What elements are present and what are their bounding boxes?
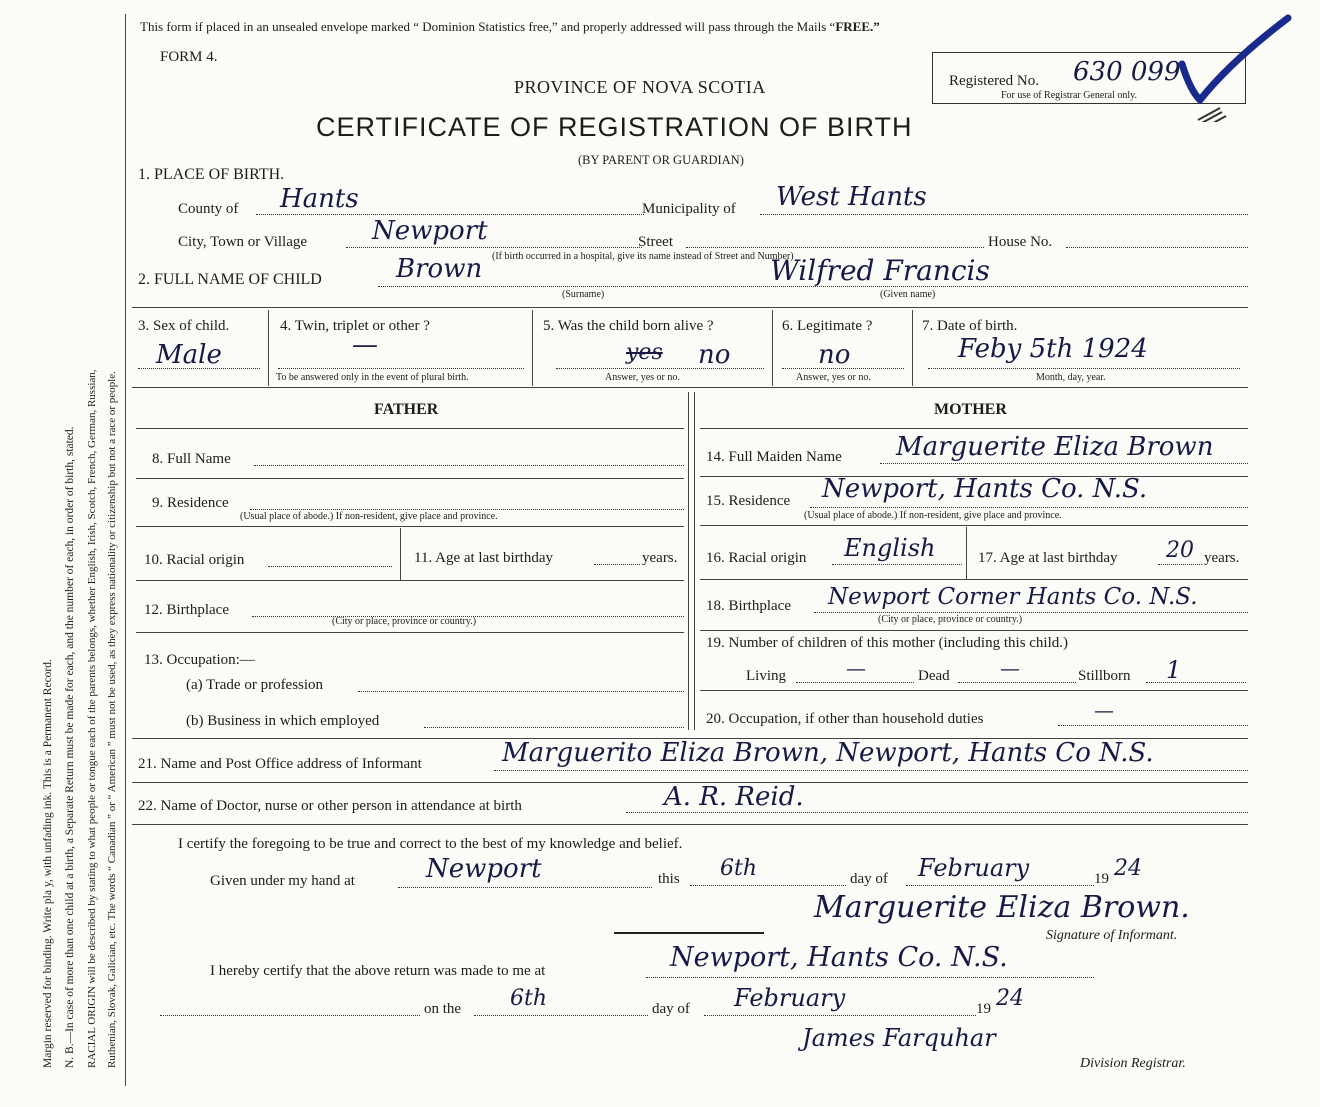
mother-residence-note: (Usual place of abode.) If non-resident, give place and province. xyxy=(804,510,1062,521)
mother-occupation-label: 20. Occupation, if other than household duties xyxy=(706,711,984,727)
county-value: Hants xyxy=(280,184,359,214)
registered-note: For use of Registrar General only. xyxy=(1001,90,1137,101)
mother-dead-label: Dead xyxy=(918,668,950,684)
mother-residence-value: Newport, Hants Co. N.S. xyxy=(822,474,1148,504)
margin-note-plural-birth: N. B.—In case of more than one child at a birth, a Separate Return must be made for each, and the number of each, in order of birth, stated. xyxy=(64,426,76,1068)
twin-label: 4. Twin, triplet or other ? xyxy=(280,318,430,334)
mother-birthplace-label: 18. Birthplace xyxy=(706,598,791,614)
twin-note: To be answered only in the event of plural birth. xyxy=(276,372,469,383)
municipality-value: West Hants xyxy=(776,182,927,212)
registrar-day-of-label: day of xyxy=(652,1001,690,1017)
father-birthplace-label: 12. Birthplace xyxy=(144,602,229,618)
alive-struck-value: yes xyxy=(626,340,663,365)
mother-stillborn-value: 1 xyxy=(1166,656,1182,684)
mother-name-label: 14. Full Maiden Name xyxy=(706,449,842,465)
informant-value: Marguerito Eliza Brown, Newport, Hants Co N.S. xyxy=(502,738,1154,768)
given-this-label: this xyxy=(658,871,680,887)
mother-age-label: 17. Age at last birthday xyxy=(978,550,1118,566)
legitimate-value: no xyxy=(818,340,851,370)
dob-label: 7. Date of birth. xyxy=(922,318,1018,334)
mother-age-value: 20 xyxy=(1166,538,1194,563)
sex-value: Male xyxy=(156,340,222,370)
page-title: CERTIFICATE OF REGISTRATION OF BIRTH xyxy=(316,112,913,142)
mother-birthplace-value: Newport Corner Hants Co. N.S. xyxy=(828,584,1198,610)
mother-dead-value: — xyxy=(1000,656,1020,680)
given-under-label: Given under my hand at xyxy=(210,873,355,889)
father-age-label: 11. Age at last birthday xyxy=(414,550,553,566)
given-year-value: 24 xyxy=(1114,856,1142,881)
twin-value: — xyxy=(352,330,378,360)
doctor-value: A. R. Reid. xyxy=(664,782,804,812)
mother-living-label: Living xyxy=(746,668,786,684)
mother-racial-value: English xyxy=(844,534,936,562)
given-year-prefix: 19 xyxy=(1094,871,1109,887)
mother-years-label: years. xyxy=(1204,550,1240,566)
city-value: Newport xyxy=(372,216,488,246)
place-heading: 1. PLACE OF BIRTH. xyxy=(138,166,285,183)
mother-children-label: 19. Number of children of this mother (including this child.) xyxy=(706,635,1069,651)
alive-value: no xyxy=(698,340,731,370)
child-given-name: Wilfred Francis xyxy=(770,254,990,287)
father-heading: FATHER xyxy=(374,401,439,418)
margin-rule xyxy=(125,14,126,1086)
house-label: House No. xyxy=(988,234,1053,250)
sex-label: 3. Sex of child. xyxy=(138,318,230,334)
child-surname: Brown xyxy=(396,254,483,284)
county-label: County of xyxy=(178,201,239,217)
city-label: City, Town or Village xyxy=(178,234,308,250)
registered-label: Registered No. xyxy=(949,73,1039,89)
hospital-note: (If birth occurred in a hospital, give its name instead of Street and Number) xyxy=(492,251,794,262)
province-heading: PROVINCE OF NOVA SCOTIA xyxy=(514,77,766,97)
father-residence-note: (Usual place of abode.) If non-resident, give place and province. xyxy=(240,511,498,522)
registrar-month-value: February xyxy=(734,984,846,1012)
margin-note-binding: Margin reserved for binding. Write pla y, with unfading ink. This is a Permanent Record. xyxy=(42,659,54,1068)
mother-stillborn-label: Stillborn xyxy=(1078,668,1131,684)
informant-label: 21. Name and Post Office address of Informant xyxy=(138,756,422,772)
informant-signature-caption: Signature of Informant. xyxy=(1046,928,1178,943)
given-month-value: February xyxy=(918,854,1030,882)
registrar-year-prefix: 19 xyxy=(976,1001,991,1017)
doctor-label: 22. Name of Doctor, nurse or other person in attendance at birth xyxy=(138,798,522,814)
alive-label: 5. Was the child born alive ? xyxy=(543,318,714,334)
page-subtitle: (BY PARENT OR GUARDIAN) xyxy=(578,153,744,167)
mother-occupation-value: — xyxy=(1094,698,1114,722)
form-number: FORM 4. xyxy=(160,49,218,65)
mother-birthplace-note: (City or place, province or country.) xyxy=(878,614,1023,625)
surname-caption: (Surname) xyxy=(562,289,605,300)
registered-number: 630 099 xyxy=(1073,57,1181,87)
legitimate-label: 6. Legitimate ? xyxy=(782,318,873,334)
alive-caption: Answer, yes or no. xyxy=(605,372,680,383)
dob-value: Feby 5th 1924 xyxy=(958,334,1148,364)
legitimate-caption: Answer, yes or no. xyxy=(796,372,871,383)
given-place-value: Newport xyxy=(426,854,542,884)
registrar-caption: Division Registrar. xyxy=(1080,1056,1186,1071)
mother-living-value: — xyxy=(846,656,866,680)
certification-text: I certify the foregoing to be true and correct to the best of my knowledge and belief. xyxy=(178,836,683,852)
registrar-year-value: 24 xyxy=(996,986,1024,1011)
father-name-label: 8. Full Name xyxy=(152,451,231,467)
dob-caption: Month, day, year. xyxy=(1036,372,1106,383)
street-label: Street xyxy=(638,234,673,250)
child-name-label: 2. FULL NAME OF CHILD xyxy=(138,271,322,288)
registrar-on-label: on the xyxy=(424,1001,462,1017)
father-trade-label: (a) Trade or profession xyxy=(186,677,324,693)
registrar-text: I hereby certify that the above return was made to me at xyxy=(210,963,546,979)
given-caption: (Given name) xyxy=(880,289,936,300)
margin-note-racial-origin-cont: Ruthenian, Slovak, Galician, etc. The words “ Canadian ” or “ American ” must not be used, as they express nationality or citizenship but not a race or people. xyxy=(106,371,118,1068)
father-residence-label: 9. Residence xyxy=(152,495,229,511)
given-day-value: 6th xyxy=(720,856,758,881)
father-occupation-label: 13. Occupation:— xyxy=(144,652,255,668)
mother-racial-label: 16. Racial origin xyxy=(706,550,807,566)
father-birthplace-note: (City or place, province or country.) xyxy=(332,616,477,627)
father-years-label: years. xyxy=(642,550,678,566)
margin-note-racial-origin: RACIAL ORIGIN will be described by stating to what people or tongue each of the parents belongs, whether English, Irish, Scotch, French, German, Russian, xyxy=(86,369,98,1068)
registrar-place-value: Newport, Hants Co. N.S. xyxy=(670,942,1008,973)
mother-residence-label: 15. Residence xyxy=(706,493,791,509)
registrar-signature: James Farquhar xyxy=(802,1024,996,1052)
father-racial-label: 10. Racial origin xyxy=(144,552,245,568)
mother-name-value: Marguerite Eliza Brown xyxy=(896,432,1214,462)
checkmark-icon xyxy=(1170,12,1300,122)
informant-signature: Marguerite Eliza Brown. xyxy=(814,890,1190,925)
top-notice: This form if placed in an unsealed envelope marked “ Dominion Statistics free,” and properly addressed will pass through the Mails “FREE.” xyxy=(140,19,880,34)
given-day-of-label: day of xyxy=(850,871,888,887)
mother-heading: MOTHER xyxy=(934,401,1007,418)
father-business-label: (b) Business in which employed xyxy=(186,713,380,729)
registrar-day-value: 6th xyxy=(510,986,548,1011)
municipality-label: Municipality of xyxy=(642,201,736,217)
